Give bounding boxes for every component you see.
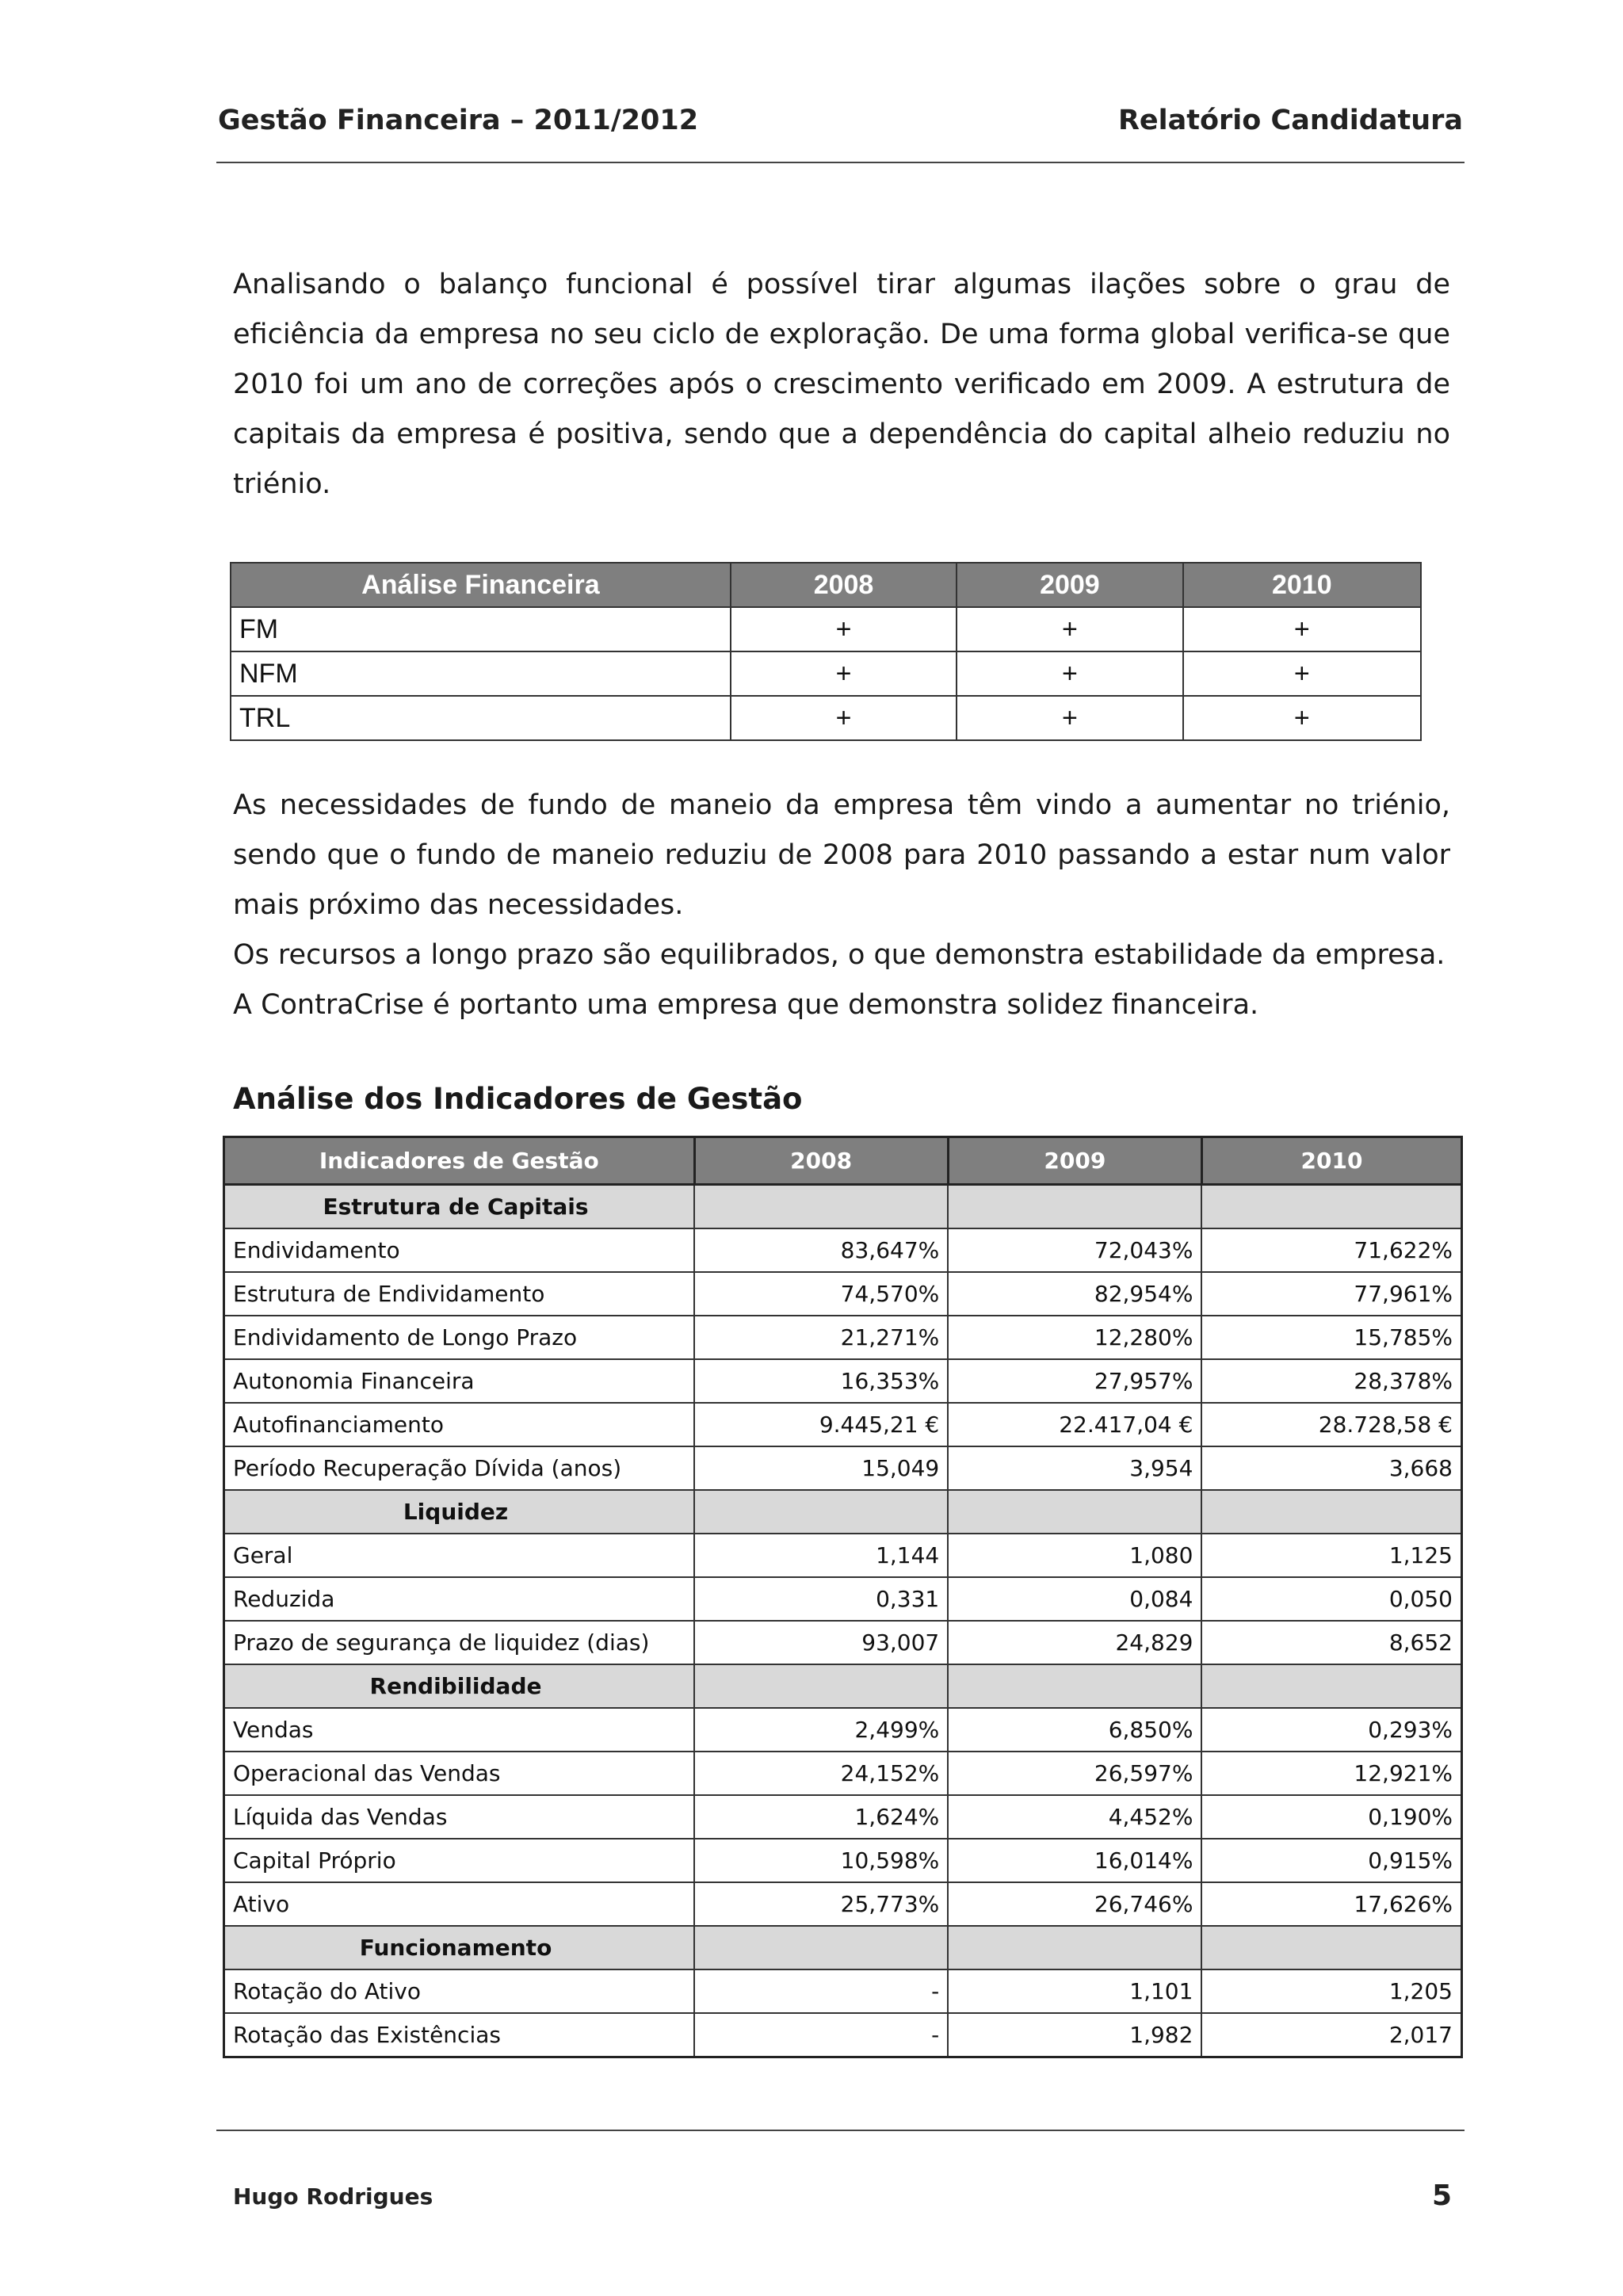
table-cell: 72,043% [948,1228,1201,1272]
row-label: Endividamento de Longo Prazo [224,1316,695,1359]
table-cell: 21,271% [694,1316,948,1359]
table-cell: 0,293% [1201,1708,1461,1752]
table-cell: 1,624% [694,1795,948,1839]
table-cell: 0,331 [694,1577,948,1621]
table-cell: 0,050 [1201,1577,1461,1621]
table-row [224,1272,1462,1316]
table-cell: + [731,651,957,696]
row-label: Período Recuperação Dívida (anos) [224,1446,695,1490]
table-cell: + [731,607,957,651]
table-cell: 2,499% [694,1708,948,1752]
page-header [218,105,1463,136]
row-label: NFM [231,651,731,696]
table-cell: 12,921% [1201,1752,1461,1795]
table-row [224,1316,1462,1359]
column-header: 2009 [957,563,1182,607]
table-cell: 3,668 [1201,1446,1461,1490]
table-row [231,651,1421,696]
table-row [231,607,1421,651]
table-cell: 27,957% [948,1359,1201,1403]
row-label: Endividamento [224,1228,695,1272]
table-cell: 93,007 [694,1621,948,1664]
table-cell: 8,652 [1201,1621,1461,1664]
table-row [224,1795,1462,1839]
table-cell: 25,773% [694,1882,948,1926]
section-title-cell: Liquidez [224,1490,695,1534]
table-cell: 77,961% [1201,1272,1461,1316]
row-label: Autofinanciamento [224,1403,695,1446]
table-cell: + [1183,696,1421,740]
column-header: Indicadores de Gestão [224,1137,695,1185]
table-cell: 24,152% [694,1752,948,1795]
table-cell: + [957,696,1182,740]
footer-author: Hugo Rodrigues [233,2183,433,2210]
table-cell: 26,746% [948,1882,1201,1926]
row-label: Vendas [224,1708,695,1752]
management-indicators-table [223,1136,1463,2058]
row-label: Líquida das Vendas [224,1795,695,1839]
table-cell: 3,954 [948,1446,1201,1490]
column-header: 2009 [948,1137,1201,1185]
row-label: Rotação do Ativo [224,1969,695,2013]
table-row [224,1882,1462,1926]
table-row [224,1359,1462,1403]
table-row [224,1228,1462,1272]
table-row [224,1969,1462,2013]
table-cell: 0,190% [1201,1795,1461,1839]
section-title-cell: Funcionamento [224,1926,695,1969]
table-cell: 9.445,21 € [694,1403,948,1446]
table-header-row [231,563,1421,607]
table-cell: 1,101 [948,1969,1201,2013]
table-cell: 15,785% [1201,1316,1461,1359]
table-cell: 16,353% [694,1359,948,1403]
table-cell: 71,622% [1201,1228,1461,1272]
table-cell: 24,829 [948,1621,1201,1664]
table-row [224,1403,1462,1446]
table-cell: 74,570% [694,1272,948,1316]
table-header-row [224,1137,1462,1185]
paragraph-long-term-resources: Os recursos a longo prazo são equilibrados, o que demonstra estabilidade da empresa. [233,939,1445,971]
table-cell: - [694,1969,948,2013]
section-row [224,1664,1462,1708]
row-label: Capital Próprio [224,1839,695,1882]
table-row [224,1446,1462,1490]
table-cell: + [1183,607,1421,651]
table-cell: 16,014% [948,1839,1201,1882]
row-label: Geral [224,1534,695,1577]
table-cell: 1,144 [694,1534,948,1577]
paragraph-analysis: Analisando o balanço funcional é possível tirar algumas ilações sobre o grau de eficiência da empresa no seu ciclo de exploração. De uma forma global verifica-se que 2010 foi um ano de correções após o crescimento verificado em 2009. A estrutura de capitais da empresa é positiva, sendo que a dependência do capital alheio reduziu no triénio. [233,269,1450,500]
header-divider [216,162,1465,163]
table-row [224,1839,1462,1882]
table-row [224,1708,1462,1752]
table-cell: + [957,607,1182,651]
section-row [224,1185,1462,1229]
table-cell: 82,954% [948,1272,1201,1316]
table-cell: 1,982 [948,2013,1201,2057]
section-row [224,1490,1462,1534]
table-cell: + [957,651,1182,696]
row-label: Ativo [224,1882,695,1926]
row-label: Prazo de segurança de liquidez (dias) [224,1621,695,1664]
section-row [224,1926,1462,1969]
table-cell: + [731,696,957,740]
table-row [224,2013,1462,2057]
table-cell: 17,626% [1201,1882,1461,1926]
table-row [224,1621,1462,1664]
row-label: FM [231,607,731,651]
row-label: Estrutura de Endividamento [224,1272,695,1316]
section-title: Análise dos Indicadores de Gestão [233,1082,803,1116]
table-cell: 4,452% [948,1795,1201,1839]
row-label: Operacional das Vendas [224,1752,695,1795]
header-title: Gestão Financeira – 2011/2012 [218,105,699,136]
table-cell: 0,915% [1201,1839,1461,1882]
column-header: 2008 [694,1137,948,1185]
header-report-type: Relatório Candidatura [1117,105,1463,136]
table-cell: + [1183,651,1421,696]
row-label: Reduzida [224,1577,695,1621]
section-title-cell: Estrutura de Capitais [224,1185,695,1229]
table-cell: 28,378% [1201,1359,1461,1403]
paragraph-working-capital: As necessidades de fundo de maneio da empresa têm vindo a aumentar no triénio, sendo que o fundo de maneio reduziu de 2008 para 2010 passando a estar num valor mais próximo das necessidades. [233,789,1450,921]
table-cell: 0,084 [948,1577,1201,1621]
table-row [231,696,1421,740]
footer-divider [216,2130,1465,2131]
page-number: 5 [1431,2179,1452,2212]
table-cell: 83,647% [694,1228,948,1272]
paragraph-conclusion: A ContraCrise é portanto uma empresa que demonstra solidez financeira. [233,989,1259,1021]
table-cell: 15,049 [694,1446,948,1490]
table-cell: 2,017 [1201,2013,1461,2057]
table-cell: 10,598% [694,1839,948,1882]
section-title-cell: Rendibilidade [224,1664,695,1708]
financial-analysis-table [230,562,1422,741]
column-header: 2008 [731,563,957,607]
row-label: Rotação das Existências [224,2013,695,2057]
table-cell: 22.417,04 € [948,1403,1201,1446]
row-label: Autonomia Financeira [224,1359,695,1403]
table-row [224,1534,1462,1577]
column-header: Análise Financeira [231,563,731,607]
row-label: TRL [231,696,731,740]
table-row [224,1577,1462,1621]
column-header: 2010 [1183,563,1421,607]
table-cell: 12,280% [948,1316,1201,1359]
table-row [224,1752,1462,1795]
table-cell: - [694,2013,948,2057]
table-cell: 28.728,58 € [1201,1403,1461,1446]
table-cell: 1,125 [1201,1534,1461,1577]
column-header: 2010 [1201,1137,1461,1185]
table-cell: 1,205 [1201,1969,1461,2013]
table-cell: 26,597% [948,1752,1201,1795]
table-cell: 1,080 [948,1534,1201,1577]
table-cell: 6,850% [948,1708,1201,1752]
